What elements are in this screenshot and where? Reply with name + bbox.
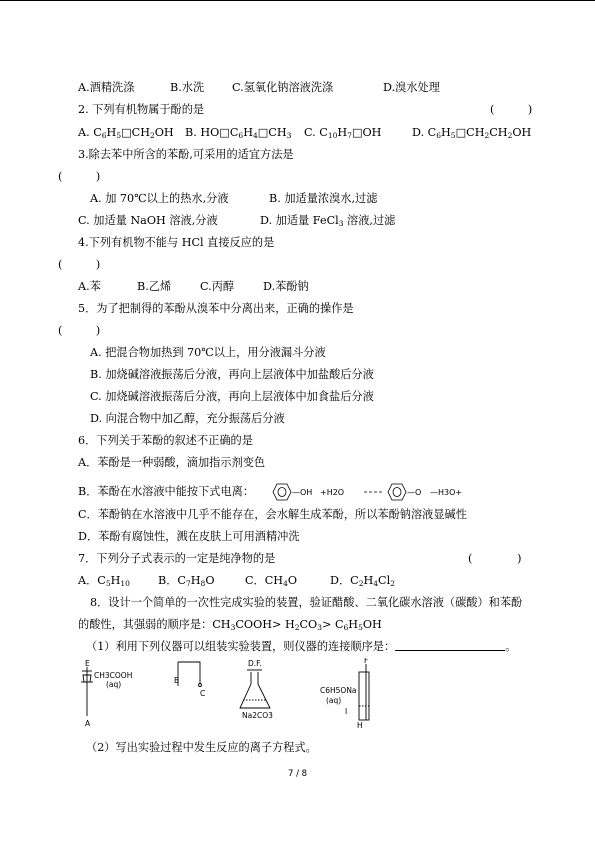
eq-oh-text: —OH: [292, 488, 313, 497]
q1-option-b: B.水洗: [170, 81, 205, 94]
q4-option-a: A.苯: [78, 280, 101, 293]
label-a-reagent: CH3COOH: [94, 671, 133, 680]
label-b-name: B: [174, 676, 180, 685]
eq-water-text: +H2O: [320, 488, 345, 497]
q6-stem: 6．下列关于苯酚的叙述不正确的是: [78, 434, 253, 447]
q7-option-b: B．$C_7H_8O$: [158, 574, 215, 588]
phenol-ionization-equation: [270, 480, 480, 504]
q5-option-d: D. 向混合物中加乙醇，充分振荡后分液: [90, 412, 285, 425]
q6-option-b: B．苯酚在水溶液中能按下式电离：: [78, 485, 255, 498]
q8-part1: [86, 640, 516, 654]
q2-answer-paren: ( ): [490, 103, 533, 116]
apparatus-diagram: [80, 658, 380, 730]
label-flask-top: D.F.: [248, 659, 262, 668]
q8-stem-line1: 8．设计一个简单的一次性完成实验的装置，验证醋酸、二氧化碳水溶液（碳酸）和苯酚: [90, 596, 523, 609]
q7-option-a: A．$C_5H_{10}$: [78, 574, 130, 588]
q3-option-a: A. 加 70℃以上的热水,分液: [90, 192, 229, 205]
label-tube-h: H: [357, 721, 363, 730]
q7-answer-paren: ( ): [468, 552, 522, 565]
label-tube-i: I: [345, 707, 348, 716]
q7-option-d: D．$C_2H_4Cl_2$: [330, 574, 395, 588]
label-tube-top: F: [364, 658, 369, 665]
q8-part1-end: 。: [505, 640, 517, 653]
q4-stem: 4.下列有机物不能与 HCl 直接反应的是: [78, 236, 275, 249]
q5-answer-paren: ( ): [58, 324, 101, 337]
q1-option-c: C.氢氧化钠溶液洗涤: [232, 81, 334, 94]
q4-answer-paren: ( ): [58, 258, 101, 271]
q1-option-d: D.溴水处理: [383, 81, 440, 94]
q3-option-c: C. 加适量 NaOH 溶液,分液: [78, 214, 218, 227]
q3-option-b: B. 加适量浓溴水,过滤: [269, 192, 378, 205]
q1-option-a: A.酒精洗涤: [78, 81, 135, 94]
q3-answer-paren: ( ): [58, 170, 101, 183]
label-tube-reagent: C6H5ONa: [320, 686, 357, 695]
q5-option-b: B. 加烧碱溶液振荡后分液，再向上层液体中加盐酸后分液: [90, 368, 374, 381]
q8-part1-answer-blank[interactable]: [395, 640, 505, 651]
q5-option-c: C. 加烧碱溶液振荡后分液，再向上层液体中加食盐后分液: [90, 390, 374, 403]
q5-stem: 5．为了把制得的苯酚从溴苯中分离出来，正确的操作是: [78, 302, 354, 315]
q3-stem: 3.除去苯中所含的苯酚,可采用的适宜方法是: [78, 148, 294, 161]
q7-stem: 7．下列分子式表示的一定是纯净物的是: [78, 552, 276, 565]
page-number: 7 / 8: [287, 769, 308, 779]
q5-option-a: A. 把混合物加热到 70℃以上，用分液漏斗分液: [90, 346, 326, 359]
q6-option-c: C．苯酚钠在水溶液中几乎不能存在，会水解生成苯酚，所以苯酚钠溶液显碱性: [78, 508, 467, 521]
q3-option-d: D. 加适量 FeCl$_3$ 溶液,过滤: [260, 214, 396, 228]
label-a-aq: (aq): [106, 680, 122, 689]
eq-phenoxide-text: —O: [407, 488, 422, 497]
q6-option-a: A．苯酚是一种弱酸，滴加指示剂变色: [78, 456, 266, 469]
q4-option-c: C.丙醇: [200, 280, 235, 293]
label-flask-bottom: Na2CO3: [242, 711, 273, 720]
q2-option-b: B. $HO□C_6H_4□CH_3$: [185, 126, 292, 140]
q7-option-c: C．$CH_4O$: [245, 574, 298, 588]
page-top-rule: [0, 0, 595, 1]
label-tube-aq: (aq): [326, 696, 342, 705]
q8-part1-text: （1）利用下列仪器可以组装实验装置，则仪器的连接顺序是：: [86, 640, 396, 653]
q8-stem-line2: 的酸性，其强弱的顺序是：$CH_3COOH> H_2CO_3> C_6H_5OH$: [78, 618, 382, 632]
q6-option-d: D．苯酚有腐蚀性，溅在皮肤上可用酒精冲洗: [78, 530, 300, 543]
q2-option-a: A. $C_6H_5□CH_2OH$: [78, 126, 174, 140]
q2-option-d: D. $C_6H_5□CH_2CH_2OH$: [412, 126, 532, 140]
q2-option-c: C. $C_{10}H_7□OH$: [304, 126, 382, 140]
label-a-top: E: [85, 659, 90, 668]
q4-option-d: D.苯酚钠: [263, 280, 309, 293]
label-a-name: A: [85, 719, 91, 728]
q8-part2: （2）写出实验过程中发生反应的离子方程式。: [86, 741, 317, 754]
q4-option-b: B.乙烯: [137, 280, 172, 293]
label-b-c: C: [200, 689, 206, 698]
q2-stem: 2. 下列有机物属于酚的是: [78, 103, 205, 116]
eq-hydronium-text: —H3O+: [430, 488, 463, 497]
